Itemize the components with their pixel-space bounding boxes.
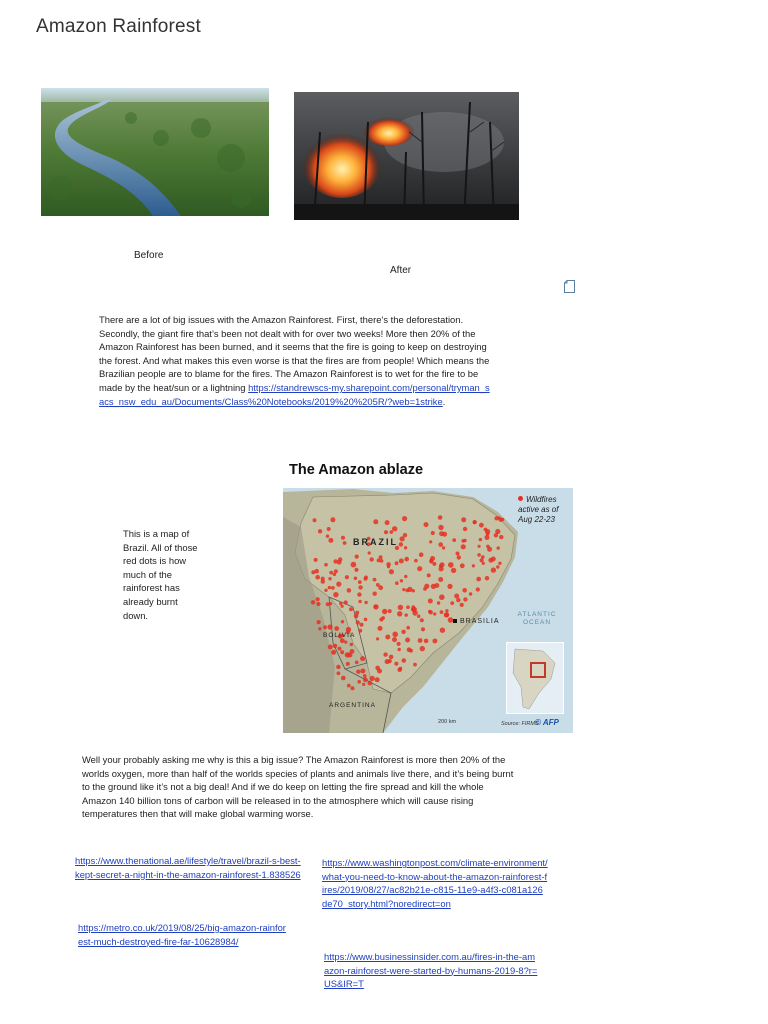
fire-dot (418, 638, 423, 643)
fire-dot (497, 546, 500, 549)
fire-dot (386, 562, 391, 567)
fire-dot (480, 558, 484, 562)
fire-dot (333, 644, 337, 648)
fire-dot (349, 607, 353, 611)
fire-dot (488, 558, 493, 563)
fire-dot (431, 531, 435, 535)
link-washingtonpost[interactable]: https://www.washingtonpost.com/climate-environment/what-you-need-to-know-about-the-amazon-rainforest-fires/2019/08/27/ac82b21e-c815-11e9-a4f3-c081a126de70_story.html?noredirect=on (322, 857, 548, 909)
fire-dot (370, 676, 375, 681)
fire-dot (314, 558, 318, 562)
fire-dot (431, 584, 436, 589)
fire-dot (373, 604, 378, 609)
fire-dot (409, 649, 413, 653)
fire-dot (346, 662, 350, 666)
fire-dot (429, 540, 432, 543)
fire-dot (498, 562, 501, 565)
fire-dot (333, 592, 338, 597)
fire-dot (317, 620, 321, 624)
fire-dot (313, 518, 317, 522)
fire-dot (362, 683, 365, 686)
fire-dot (448, 562, 454, 568)
fire-dot (377, 669, 382, 674)
fire-dot (404, 557, 409, 562)
label-atlantic-ocean: ATLANTIC OCEAN (517, 611, 557, 626)
fire-dot (420, 646, 425, 651)
fire-dot (340, 638, 345, 643)
fire-dot (324, 563, 328, 567)
fire-dot (350, 643, 353, 646)
fire-dot (399, 667, 402, 670)
fire-dot (327, 527, 331, 531)
fire-dot (424, 584, 429, 589)
fire-dot (463, 527, 467, 531)
map-legend-text: Wildfires active as of Aug 22-23 (518, 495, 559, 524)
fire-dot (407, 587, 412, 592)
fire-dot (491, 567, 496, 572)
fire-dot (380, 559, 384, 563)
afp-credit: © AFP (535, 718, 559, 727)
fire-dot (326, 535, 329, 538)
fire-dot (413, 663, 417, 667)
brazil-fire-map (283, 457, 573, 733)
fire-dot (392, 526, 397, 531)
fire-dot (337, 671, 341, 675)
fire-dot (463, 597, 467, 601)
fire-dot (383, 652, 387, 656)
fire-dot (328, 538, 333, 543)
paragraph-why: Well your probably asking me why is this a big issue? The Amazon Rainforest is more then 20% of the worlds oxygen, more than half of the worlds species of plants and animals live there, and it’s being burnt to the ground like it’s not a big deal! And if we do keep on letting the fire spread and kill the whole Amazon 140 billion tons of carbon will be released in to the atmosphere which will cause rising temperatures then that will make global warming worse. (82, 754, 514, 820)
after-caption: After (390, 265, 412, 276)
fire-dot (355, 661, 359, 665)
fire-dot (412, 610, 417, 615)
fire-dot (479, 538, 482, 541)
fire-dot (395, 581, 399, 585)
fire-dot (438, 515, 443, 520)
fire-dot (424, 639, 429, 644)
fire-dot (399, 559, 404, 564)
map-inset (506, 642, 564, 714)
label-bolivia: BOLIVIA (323, 632, 356, 639)
fire-dot (414, 559, 418, 563)
map-scale: 200 km (438, 719, 457, 725)
fire-dot (338, 557, 342, 561)
map-legend (518, 495, 570, 525)
fire-dot (355, 555, 359, 559)
fire-dot (439, 594, 445, 600)
fire-dot (397, 642, 401, 646)
link-thenational[interactable]: https://www.thenational.ae/lifestyle/travel/brazil-s-best-kept-secret-a-night-in-the-amazon-rainforest-1.838526 (75, 855, 301, 880)
fire-dot (324, 589, 327, 592)
fire-dot (316, 597, 320, 601)
fire-dot (385, 520, 390, 525)
fire-dot (363, 677, 368, 682)
fire-dot (376, 637, 379, 640)
fire-dot (432, 639, 437, 644)
fire-dot (447, 584, 452, 589)
link-metro[interactable]: https://metro.co.uk/2019/08/25/big-amazon-rainforest-much-destroyed-fire-far-10628984/ (78, 922, 286, 947)
fire-dot (363, 674, 367, 678)
fire-dot (398, 648, 401, 651)
fire-dot (321, 577, 325, 581)
fire-dot (345, 575, 349, 579)
fire-dot (341, 676, 346, 681)
fire-dot (485, 576, 489, 580)
fire-dot (358, 629, 362, 633)
fire-dot (378, 626, 383, 631)
fire-dot (456, 598, 460, 602)
fire-dot (345, 652, 350, 657)
fire-dot (397, 611, 402, 616)
fire-dot (343, 541, 347, 545)
fire-dot (405, 638, 410, 643)
fire-dot (358, 585, 362, 589)
fire-dot (336, 665, 340, 669)
fire-dot (382, 609, 387, 614)
fire-dot (439, 562, 444, 567)
fire-dot (478, 545, 481, 548)
fire-dot (402, 516, 407, 521)
before-caption: Before (134, 250, 164, 261)
fire-dot (461, 517, 466, 522)
fire-dot (494, 533, 498, 537)
fire-dot (347, 684, 351, 688)
fire-dot (328, 586, 331, 589)
fire-dot (445, 609, 448, 612)
fire-dot (381, 616, 385, 620)
fire-dot (357, 592, 361, 596)
fire-dot (427, 573, 431, 577)
fire-dot (417, 566, 422, 571)
fire-dot (394, 662, 398, 666)
fire-dot (428, 599, 433, 604)
fire-dot (384, 530, 388, 534)
fire-dot (360, 656, 365, 661)
page-title: Amazon Rainforest (36, 16, 201, 37)
fire-dot (364, 618, 368, 622)
fire-dot (351, 686, 355, 690)
fire-dot (385, 635, 390, 640)
paragraph-issues (99, 313, 494, 408)
fire-dot (419, 552, 424, 557)
fire-dot (373, 592, 377, 596)
map-title: The Amazon ablaze (289, 462, 424, 478)
fire-dot (477, 553, 481, 557)
fire-dot (390, 530, 394, 534)
fire-dot (354, 614, 359, 619)
fire-dot (404, 575, 407, 578)
fire-dot (375, 677, 380, 682)
fire-dot (328, 645, 333, 650)
fire-dot (454, 594, 459, 599)
fire-dot (479, 523, 484, 528)
fire-dot (359, 623, 363, 627)
fire-dot (354, 577, 358, 581)
fire-dot (442, 532, 447, 537)
fire-dot (444, 613, 449, 618)
fire-dot (462, 588, 467, 593)
fire-dot (329, 571, 333, 575)
fire-dot (451, 568, 456, 573)
paragraph-issues-text: There are a lot of big issues with the Amazon Rainforest. First, there’s the deforestation. Secondly, the giant fire that’s been not dealt with for over two weeks! More then 20% of the Amazon Rainforest has been burned, and it seems that the fire is going to keep on destroying the forest. And what makes this even worse is that the fires are from people! Which means the Brazilian people are to blame for the fires. The Amazon Rainforest is to wet for the fire to be made by the heat/sun or a lightning (99, 314, 490, 393)
fire-dot (338, 647, 342, 651)
fire-dot (469, 592, 472, 595)
fire-dot (318, 627, 321, 630)
before-photo (41, 88, 269, 216)
fire-dot (496, 565, 499, 568)
fire-dot (356, 620, 360, 624)
fire-dot (406, 626, 410, 630)
fire-dot (401, 630, 405, 634)
fire-dot (460, 563, 465, 568)
fire-dot (499, 535, 503, 539)
fire-dot (424, 522, 429, 527)
fire-dot (364, 601, 367, 604)
fire-dot (452, 538, 456, 542)
fire-dot (318, 529, 322, 533)
fire-dot (357, 680, 361, 684)
fire-dot (440, 610, 444, 614)
fire-dot (373, 519, 378, 524)
fire-dot (331, 650, 336, 655)
fire-dot (323, 625, 327, 629)
fire-dot (420, 618, 424, 622)
fire-dot (378, 585, 383, 590)
fire-dot (334, 569, 338, 573)
fire-dot (473, 521, 476, 524)
fire-dot (403, 533, 407, 537)
fire-dot (364, 577, 368, 581)
map-caption: This is a map of Brazil. All of those red dots is how much of the rainforest has already burnt down. (123, 528, 198, 621)
fire-dot (395, 561, 399, 565)
fire-dot (351, 562, 357, 568)
fire-dot (450, 601, 454, 605)
fire-dot (341, 536, 345, 540)
fire-dot (327, 624, 332, 629)
fire-dot (421, 627, 425, 631)
fire-dot (350, 649, 355, 654)
fire-dot (329, 602, 332, 605)
fire-dot (316, 602, 320, 606)
fire-dot (485, 535, 490, 540)
fire-dot (373, 578, 377, 582)
fire-dot (368, 551, 371, 554)
fire-dot (336, 582, 341, 587)
after-photo (294, 92, 519, 220)
fire-dot (405, 613, 408, 616)
fire-dot (341, 605, 344, 608)
fire-dot (334, 626, 339, 631)
fire-dot (341, 620, 344, 623)
fire-legend-dot-icon (518, 496, 523, 501)
fire-dot (460, 603, 464, 607)
fire-dot (360, 669, 365, 674)
document-icon[interactable] (564, 280, 575, 293)
fire-dot (388, 659, 392, 663)
fire-dot (442, 546, 445, 549)
fire-dot (398, 605, 403, 610)
fire-dot (438, 525, 443, 530)
fire-dot (494, 516, 498, 520)
fire-dot (315, 575, 320, 580)
fire-dot (412, 605, 416, 609)
fire-dot (463, 539, 466, 542)
fire-dot (406, 605, 410, 609)
fire-dot (402, 658, 407, 663)
fire-dot (402, 588, 405, 591)
map-source: Source: FIRMS (501, 721, 539, 727)
fire-dot (487, 547, 492, 552)
fire-dot (311, 570, 315, 574)
fire-dot (404, 546, 407, 549)
fire-dot (437, 601, 440, 604)
fire-dot (457, 555, 461, 559)
fire-dot (328, 577, 331, 580)
fire-dot (356, 670, 360, 674)
paragraph-issues-end: . (442, 395, 446, 407)
fire-dot (438, 577, 443, 582)
fire-dot (476, 577, 481, 582)
fire-dot (344, 641, 347, 644)
link-businessinsider[interactable]: https://www.businessinsider.com.au/fires-in-the-amazon-rainforest-were-started-by-humans-2019-8?r=US&IR=T (324, 951, 538, 990)
fire-dot (370, 557, 374, 561)
fire-dot (430, 556, 435, 561)
label-brazil: BRAZIL (353, 537, 398, 547)
fire-dot (448, 617, 454, 623)
fire-dot (456, 552, 460, 556)
fire-dot (472, 564, 475, 567)
fire-dot (461, 544, 466, 549)
fire-dot (389, 655, 394, 660)
label-argentina: ARGENTINA (329, 702, 376, 709)
fire-dot (358, 580, 362, 584)
sharepoint-link[interactable]: https://standrewscs-my.sharepoint.com/personal/tryman_sacs_nsw_edu_au/Documents/Class%20Notebooks/2019%20%205R/?web=1strike (99, 381, 490, 407)
fire-dot (311, 600, 315, 604)
fire-dot (476, 587, 480, 591)
fire-dot (433, 612, 436, 615)
fire-dot (388, 609, 392, 613)
fire-dot (392, 637, 397, 642)
label-brasilia: BRASILIA (460, 618, 500, 625)
fire-dot (392, 632, 398, 638)
fire-dot (340, 650, 344, 654)
fire-dot (429, 610, 433, 614)
fire-dot (485, 529, 490, 534)
fire-dot (389, 569, 394, 574)
fire-dot (499, 518, 503, 522)
fire-dot (331, 586, 335, 590)
fire-dot (399, 542, 403, 546)
fire-dot (358, 600, 361, 603)
fire-dot (417, 615, 420, 618)
fire-dot (438, 542, 443, 547)
fire-dot (347, 588, 352, 593)
fire-dot (326, 602, 330, 606)
fire-dot (330, 517, 335, 522)
fire-dot (400, 579, 403, 582)
fire-dot (368, 681, 373, 686)
fire-dot (440, 628, 445, 633)
fire-dot (354, 568, 358, 572)
fire-dot (344, 600, 348, 604)
